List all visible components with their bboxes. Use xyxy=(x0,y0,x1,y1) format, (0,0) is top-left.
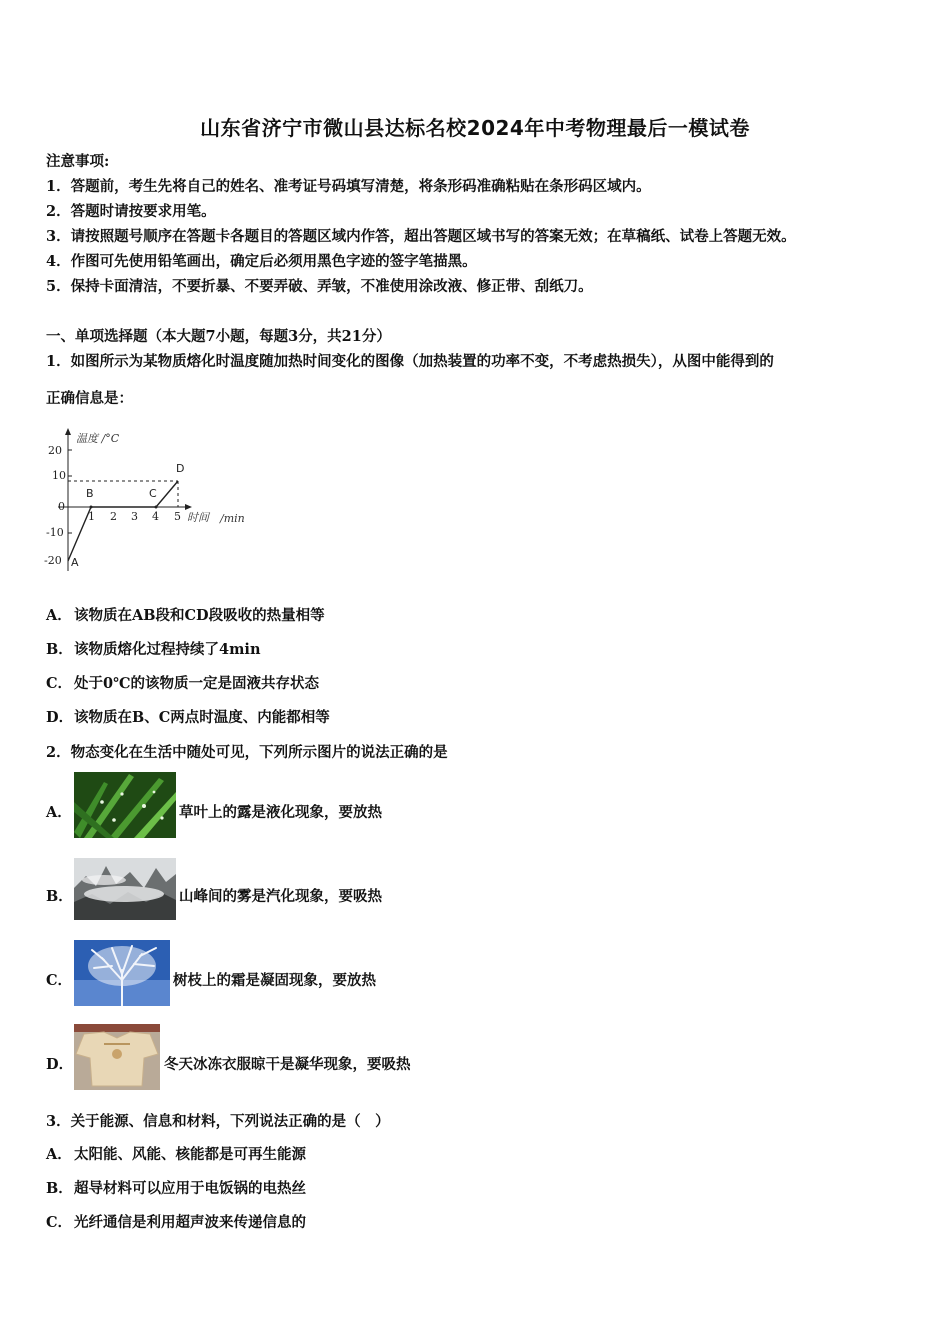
q1-stem-cont: 正确信息是： xyxy=(46,390,133,407)
q3-option-a: A． 太阳能、风能、核能都是可再生能源 xyxy=(46,1146,306,1163)
q2-stem: 2．物态变化在生活中随处可见，下列所示图片的说法正确的是 xyxy=(46,744,448,761)
notice-heading: 注意事项: xyxy=(46,153,110,170)
frozen-clothes-photo xyxy=(74,1024,160,1090)
q1-option-d: D．该物质在B、C两点时温度、内能都相等 xyxy=(46,709,330,726)
section-heading: 一、单项选择题（本大题7小题，每题3分，共21分） xyxy=(46,328,391,345)
y-tick-label: -10 xyxy=(46,526,64,539)
q3-option-c: C． 光纤通信是利用超声波来传递信息的 xyxy=(46,1214,306,1231)
temperature-time-graph xyxy=(40,426,265,576)
q3-stem: 3．关于能源、信息和材料，下列说法正确的是（ ） xyxy=(46,1113,390,1130)
notice-item: 5．保持卡面清洁，不要折暴、不要弄破、弄皱，不准使用涂改液、修正带、刮纸刀。 xyxy=(46,278,593,295)
notice-item: 1．答题前，考生先将自己的姓名、准考证号码填写清楚，将条形码准确粘贴在条形码区域内。 xyxy=(46,178,651,195)
frost-tree-photo xyxy=(74,940,170,1006)
q1-option-c: C． 处于0℃的该物质一定是固液共存状态 xyxy=(46,675,319,692)
point-b-label: B xyxy=(86,487,94,500)
mountain-fog-photo xyxy=(74,858,176,920)
point-c-label: C xyxy=(149,487,157,500)
x-tick-label: 4 xyxy=(152,510,159,523)
q2-option-d-text: 冬天冰冻衣服晾干是凝华现象，要吸热 xyxy=(164,1056,411,1073)
q2-option-d-label: D． xyxy=(46,1056,74,1073)
y-axis-arrow xyxy=(65,428,71,435)
q3-option-b: B．超导材料可以应用于电饭锅的电热丝 xyxy=(46,1180,306,1197)
notice-item: 3．请按照题号顺序在答题卡各题目的答题区域内作答，超出答题区域书写的答案无效；在草稿纸、试卷上答题无效。 xyxy=(46,228,796,245)
x-tick-label: 2 xyxy=(110,510,117,523)
melting-curve xyxy=(68,481,178,561)
x-tick-label: 5 xyxy=(174,510,181,523)
y-tick-label: 10 xyxy=(52,469,66,482)
q1-stem: 1．如图所示为某物质熔化时温度随加热时间变化的图像（加热装置的功率不变，不考虑热损失），从图中能得到的 xyxy=(46,353,774,370)
q2-option-b-text: 山峰间的雾是汽化现象，要吸热 xyxy=(179,888,382,905)
x-axis-arrow xyxy=(185,504,192,510)
y-tick-label: -20 xyxy=(44,554,62,567)
y-axis-label: 温度 /°C xyxy=(76,432,120,445)
x-tick-label: 3 xyxy=(131,510,138,523)
q1-option-a: A． 该物质在AB段和CD段吸收的热量相等 xyxy=(46,607,325,624)
exam-title: 山东省济宁市微山县达标名校2024年中考物理最后一模试卷 xyxy=(200,116,750,140)
grass-dew-photo xyxy=(74,772,176,838)
q2-option-a-label: A． xyxy=(46,804,72,821)
y-tick-label: 0 xyxy=(58,500,65,513)
point-d-label: D xyxy=(176,462,185,475)
notice-item: 2．答题时请按要求用笔。 xyxy=(46,203,216,220)
q2-option-a-text: 草叶上的露是液化现象，要放热 xyxy=(179,804,382,821)
point-a-label: A xyxy=(71,556,79,569)
q2-option-b-label: B． xyxy=(46,888,73,905)
x-axis-unit: /min xyxy=(220,512,245,525)
x-tick-label: 1 xyxy=(88,510,95,523)
y-tick-label: 20 xyxy=(48,444,62,457)
q2-option-c-label: C． xyxy=(46,972,73,989)
q2-option-c-text: 树枝上的霜是凝固现象，要放热 xyxy=(173,972,376,989)
x-axis-label: 时间 xyxy=(187,511,209,524)
q1-option-b: B．该物质熔化过程持续了4min xyxy=(46,641,261,658)
notice-item: 4．作图可先使用铅笔画出，确定后必须用黑色字迹的签字笔描黑。 xyxy=(46,253,477,270)
